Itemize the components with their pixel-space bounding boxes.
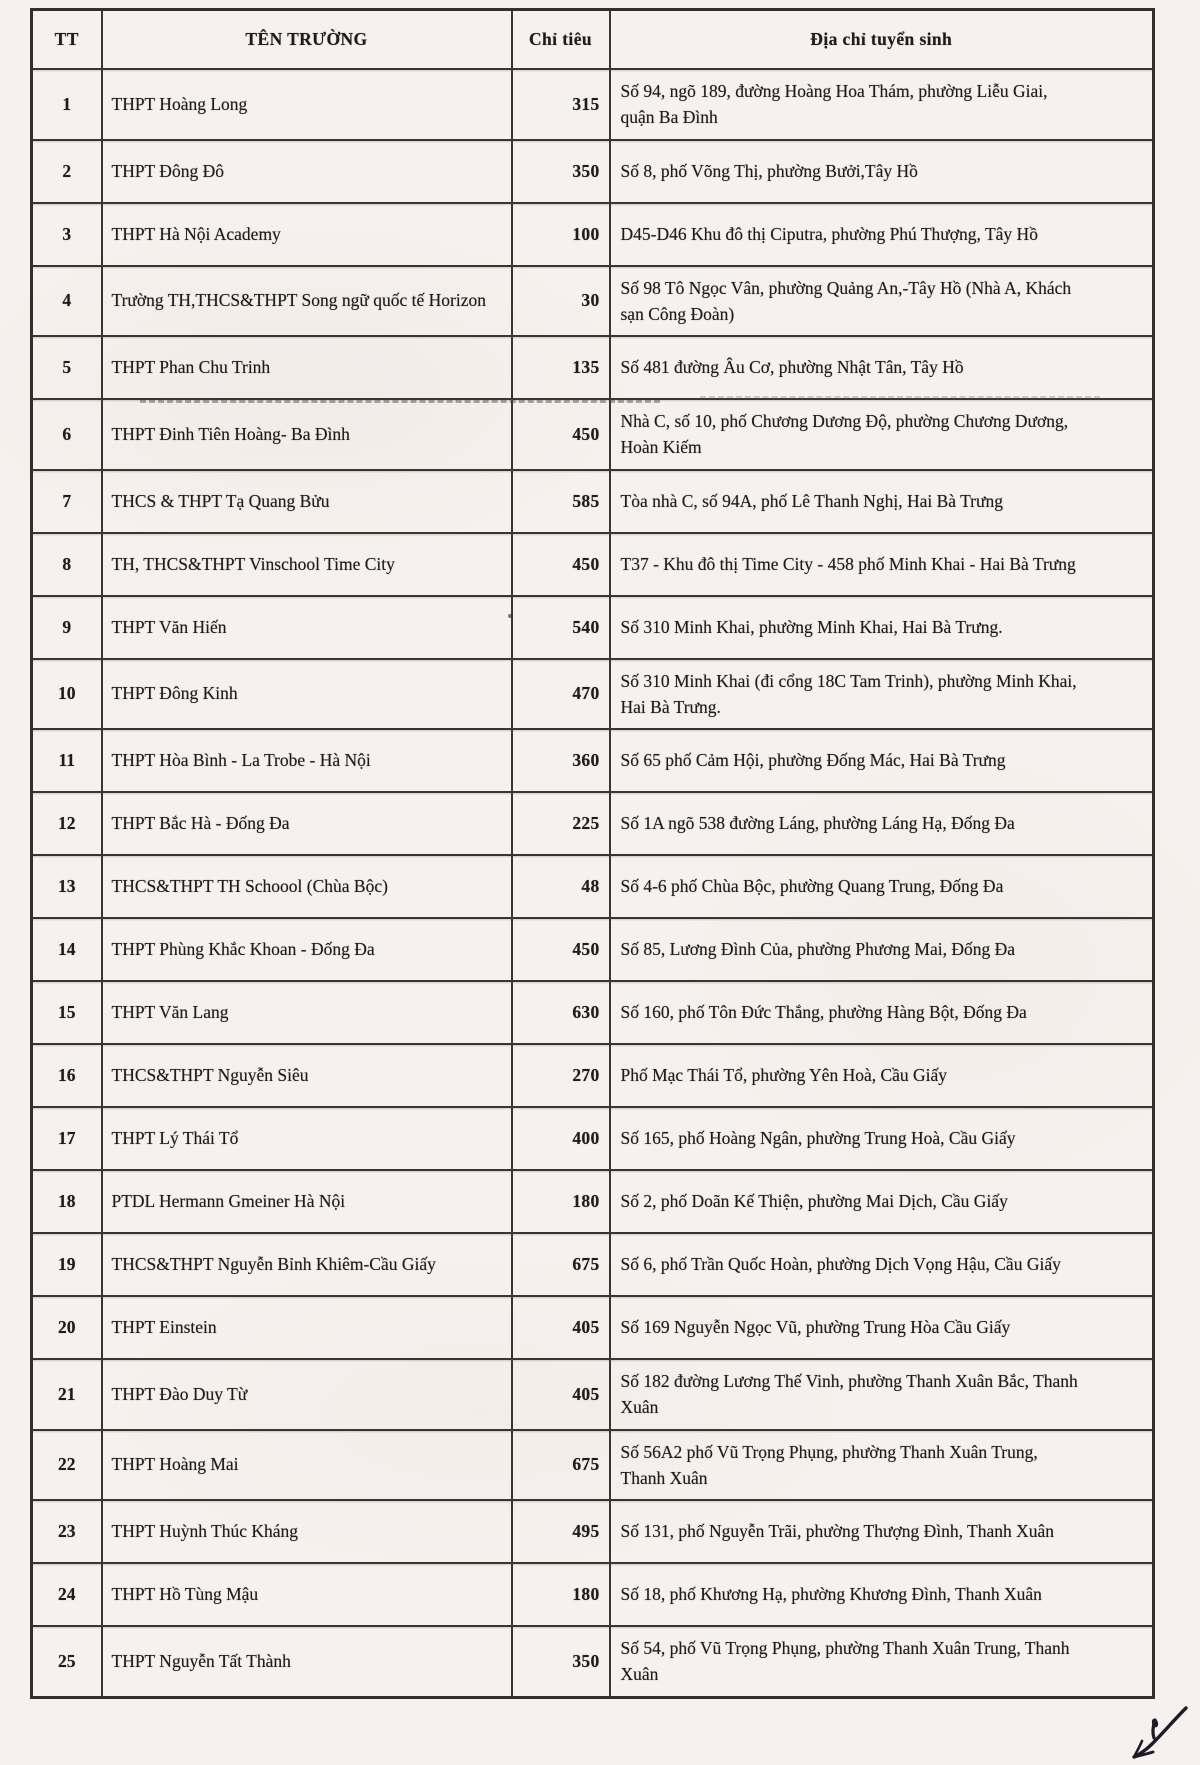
row-number-cell: 22 — [32, 1430, 102, 1501]
address-cell: Nhà C, số 10, phố Chương Dương Độ, phường Chương Dương, Hoàn Kiếm — [610, 399, 1154, 470]
address-cell: Số 94, ngõ 189, đường Hoàng Hoa Thám, phường Liễu Giai, quận Ba Đình — [610, 69, 1154, 140]
school-name-cell: THPT Phan Chu Trinh — [102, 336, 512, 399]
quota-cell: 180 — [512, 1563, 610, 1626]
quota-cell: 135 — [512, 336, 610, 399]
quota-cell: 100 — [512, 203, 610, 266]
address-cell: Số 160, phố Tôn Đức Thắng, phường Hàng Bột, Đống Đa — [610, 981, 1154, 1044]
table-row — [32, 855, 1154, 918]
school-name-cell: THPT Hoàng Long — [102, 69, 512, 140]
quota-cell: 360 — [512, 729, 610, 792]
quota-cell: 350 — [512, 1626, 610, 1697]
row-number-cell: 21 — [32, 1359, 102, 1430]
quota-cell: 450 — [512, 918, 610, 981]
table-row — [32, 470, 1154, 533]
address-cell: Số 165, phố Hoàng Ngân, phường Trung Hoà, Cầu Giấy — [610, 1107, 1154, 1170]
quota-cell: 405 — [512, 1359, 610, 1430]
quota-cell: 315 — [512, 69, 610, 140]
school-name-cell: THPT Hoàng Mai — [102, 1430, 512, 1501]
address-cell: T37 - Khu đô thị Time City - 458 phố Minh Khai - Hai Bà Trưng — [610, 533, 1154, 596]
quota-cell: 585 — [512, 470, 610, 533]
table-row — [32, 533, 1154, 596]
row-number-cell: 8 — [32, 533, 102, 596]
school-name-cell: Trường TH,THCS&THPT Song ngữ quốc tế Horizon — [102, 266, 512, 337]
address-cell: Số 1A ngõ 538 đường Láng, phường Láng Hạ, Đống Đa — [610, 792, 1154, 855]
quota-cell: 30 — [512, 266, 610, 337]
school-name-cell: THCS & THPT Tạ Quang Bửu — [102, 470, 512, 533]
row-number-cell: 25 — [32, 1626, 102, 1697]
quota-cell: 405 — [512, 1296, 610, 1359]
address-cell: Số 56A2 phố Vũ Trọng Phụng, phường Thanh Xuân Trung, Thanh Xuân — [610, 1430, 1154, 1501]
table-row — [32, 729, 1154, 792]
school-name-cell: THPT Nguyễn Tất Thành — [102, 1626, 512, 1697]
table-row — [32, 336, 1154, 399]
address-cell: Số 54, phố Vũ Trọng Phụng, phường Thanh Xuân Trung, Thanh Xuân — [610, 1626, 1154, 1697]
col-header-chi-tieu: Chỉ tiêu — [512, 10, 610, 70]
col-header-ten-truong: TÊN TRƯỜNG — [102, 10, 512, 70]
row-number-cell: 24 — [32, 1563, 102, 1626]
school-name-cell: THPT Phùng Khắc Khoan - Đống Đa — [102, 918, 512, 981]
row-number-cell: 5 — [32, 336, 102, 399]
address-cell: Số 131, phố Nguyễn Trãi, phường Thượng Đình, Thanh Xuân — [610, 1500, 1154, 1563]
school-name-cell: THPT Văn Hiến — [102, 596, 512, 659]
table-row — [32, 69, 1154, 140]
quota-cell: 675 — [512, 1430, 610, 1501]
table-row — [32, 596, 1154, 659]
table-row — [32, 203, 1154, 266]
address-cell: Số 8, phố Võng Thị, phường Bưởi,Tây Hồ — [610, 140, 1154, 203]
table-row — [32, 1500, 1154, 1563]
quota-cell: 675 — [512, 1233, 610, 1296]
pen-mark — [1108, 1696, 1200, 1765]
quota-cell: 470 — [512, 659, 610, 730]
school-name-cell: THPT Bắc Hà - Đống Đa — [102, 792, 512, 855]
school-name-cell: THCS&THPT TH Schoool (Chùa Bộc) — [102, 855, 512, 918]
address-cell: Số 310 Minh Khai (đi cổng 18C Tam Trinh), phường Minh Khai, Hai Bà Trưng. — [610, 659, 1154, 730]
address-cell: Số 481 đường Âu Cơ, phường Nhật Tân, Tây Hồ — [610, 336, 1154, 399]
row-number-cell: 11 — [32, 729, 102, 792]
col-header-dia-chi-tuyen-sinh: Địa chỉ tuyển sinh — [610, 10, 1154, 70]
quota-cell: 225 — [512, 792, 610, 855]
table-row — [32, 792, 1154, 855]
row-number-cell: 1 — [32, 69, 102, 140]
address-cell: Tòa nhà C, số 94A, phố Lê Thanh Nghị, Hai Bà Trưng — [610, 470, 1154, 533]
row-number-cell: 2 — [32, 140, 102, 203]
school-name-cell: THPT Đông Kinh — [102, 659, 512, 730]
school-name-cell: THPT Einstein — [102, 1296, 512, 1359]
row-number-cell: 6 — [32, 399, 102, 470]
table-row — [32, 1626, 1154, 1697]
school-name-cell: THPT Văn Lang — [102, 981, 512, 1044]
row-number-cell: 3 — [32, 203, 102, 266]
address-cell: Số 310 Minh Khai, phường Minh Khai, Hai Bà Trưng. — [610, 596, 1154, 659]
table-row — [32, 266, 1154, 337]
address-cell: D45-D46 Khu đô thị Ciputra, phường Phú Thượng, Tây Hồ — [610, 203, 1154, 266]
address-cell: Số 169 Nguyễn Ngọc Vũ, phường Trung Hòa Cầu Giấy — [610, 1296, 1154, 1359]
address-cell: Phố Mạc Thái Tổ, phường Yên Hoà, Cầu Giấy — [610, 1044, 1154, 1107]
row-number-cell: 12 — [32, 792, 102, 855]
quota-cell: 450 — [512, 399, 610, 470]
table-row — [32, 1233, 1154, 1296]
row-number-cell: 16 — [32, 1044, 102, 1107]
table-row — [32, 981, 1154, 1044]
table-row — [32, 659, 1154, 730]
row-number-cell: 14 — [32, 918, 102, 981]
school-name-cell: THPT Đinh Tiên Hoàng- Ba Đình — [102, 399, 512, 470]
row-number-cell: 23 — [32, 1500, 102, 1563]
row-number-cell: 17 — [32, 1107, 102, 1170]
row-number-cell: 7 — [32, 470, 102, 533]
quota-cell: 495 — [512, 1500, 610, 1563]
row-number-cell: 13 — [32, 855, 102, 918]
row-number-cell: 19 — [32, 1233, 102, 1296]
quota-cell: 48 — [512, 855, 610, 918]
table-header-row — [32, 10, 1154, 70]
table-row — [32, 1296, 1154, 1359]
table-row — [32, 1359, 1154, 1430]
school-name-cell: THPT Huỳnh Thúc Kháng — [102, 1500, 512, 1563]
address-cell: Số 65 phố Cảm Hội, phường Đống Mác, Hai Bà Trưng — [610, 729, 1154, 792]
school-name-cell: THPT Hồ Tùng Mậu — [102, 1563, 512, 1626]
quota-cell: 450 — [512, 533, 610, 596]
school-name-cell: THPT Lý Thái Tổ — [102, 1107, 512, 1170]
row-number-cell: 20 — [32, 1296, 102, 1359]
school-name-cell: THPT Đông Đô — [102, 140, 512, 203]
quota-cell: 350 — [512, 140, 610, 203]
address-cell: Số 4-6 phố Chùa Bộc, phường Quang Trung, Đống Đa — [610, 855, 1154, 918]
address-cell: Số 85, Lương Đình Của, phường Phương Mai, Đống Đa — [610, 918, 1154, 981]
school-name-cell: TH, THCS&THPT Vinschool Time City — [102, 533, 512, 596]
row-number-cell: 15 — [32, 981, 102, 1044]
school-name-cell: PTDL Hermann Gmeiner Hà Nội — [102, 1170, 512, 1233]
quota-cell: 540 — [512, 596, 610, 659]
row-number-cell: 18 — [32, 1170, 102, 1233]
table-row — [32, 140, 1154, 203]
table-row — [32, 1563, 1154, 1626]
school-name-cell: THCS&THPT Nguyễn Siêu — [102, 1044, 512, 1107]
quota-cell: 630 — [512, 981, 610, 1044]
table-row — [32, 1107, 1154, 1170]
col-header-tt: TT — [32, 10, 102, 70]
table-row — [32, 1430, 1154, 1501]
school-name-cell: THCS&THPT Nguyễn Bỉnh Khiêm-Cầu Giấy — [102, 1233, 512, 1296]
table-row — [32, 1170, 1154, 1233]
table-row — [32, 1044, 1154, 1107]
table-row — [32, 918, 1154, 981]
quota-cell: 270 — [512, 1044, 610, 1107]
row-number-cell: 4 — [32, 266, 102, 337]
address-cell: Số 2, phố Doãn Kế Thiện, phường Mai Dịch, Cầu Giấy — [610, 1170, 1154, 1233]
school-name-cell: THPT Hòa Bình - La Trobe - Hà Nội — [102, 729, 512, 792]
table-row — [32, 399, 1154, 470]
quota-cell: 180 — [512, 1170, 610, 1233]
row-number-cell: 9 — [32, 596, 102, 659]
school-admission-table — [30, 8, 1155, 1699]
row-number-cell: 10 — [32, 659, 102, 730]
school-name-cell: THPT Đào Duy Từ — [102, 1359, 512, 1430]
quota-cell: 400 — [512, 1107, 610, 1170]
address-cell: Số 98 Tô Ngọc Vân, phường Quảng An,-Tây Hồ (Nhà A, Khách sạn Công Đoàn) — [610, 266, 1154, 337]
address-cell: Số 182 đường Lương Thế Vinh, phường Thanh Xuân Bắc, Thanh Xuân — [610, 1359, 1154, 1430]
school-name-cell: THPT Hà Nội Academy — [102, 203, 512, 266]
address-cell: Số 18, phố Khương Hạ, phường Khương Đình, Thanh Xuân — [610, 1563, 1154, 1626]
address-cell: Số 6, phố Trần Quốc Hoàn, phường Dịch Vọng Hậu, Cầu Giấy — [610, 1233, 1154, 1296]
